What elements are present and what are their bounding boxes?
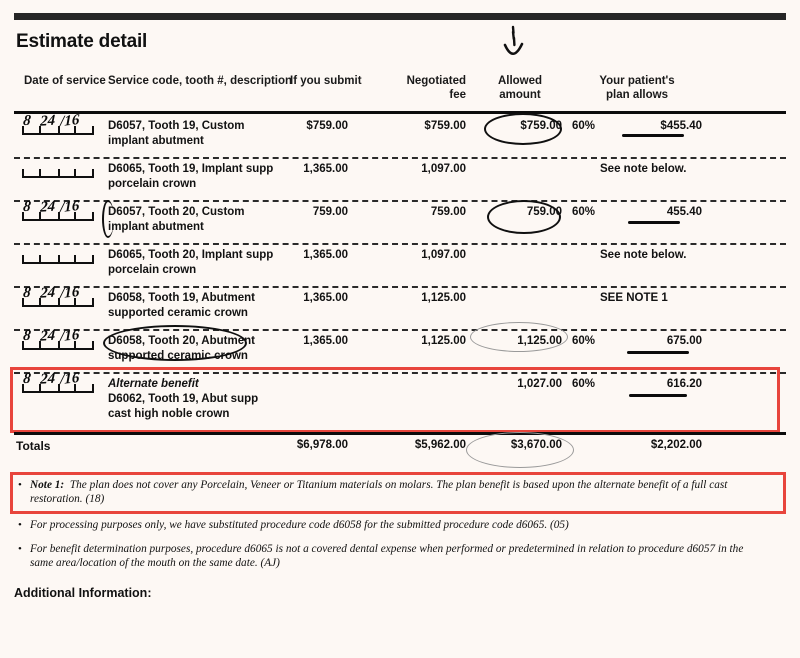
col-header-allowed-amount-line2: amount (499, 89, 541, 101)
date-box-tick (58, 255, 60, 264)
col-header-allowed-amount (487, 74, 553, 102)
handwritten-date-text (22, 199, 96, 219)
col-header-date-of-service: Date of service (24, 75, 106, 87)
description-line-1: D6058, Tooth 20, Abutment (108, 335, 255, 347)
totals-plan-allows: $2,202.00 (650, 439, 702, 451)
handwritten-year: /16 (60, 198, 80, 217)
highlight-note-1 (10, 472, 786, 514)
description-line-2: supported ceramic crown (108, 350, 248, 362)
description-line-1: D6057, Tooth 20, Custom (108, 206, 245, 218)
description-line-2: cast high noble crown (108, 408, 230, 420)
description-line-2: porcelain crown (108, 264, 197, 276)
alternate-benefit-label: Alternate benefit (108, 378, 199, 390)
col-header-allowed-amount-line1: Allowed (497, 75, 543, 87)
totals-negotiated-fee: $5,962.00 (414, 439, 466, 451)
col-header-negotiated-fee (392, 74, 466, 102)
handwritten-day: 24 (39, 327, 56, 345)
date-box-tick (58, 169, 60, 178)
handwritten-day: 24 (39, 112, 56, 130)
description-line-2: supported ceramic crown (108, 307, 248, 319)
handwritten-day: 24 (39, 370, 56, 388)
cell-plan-allows: 616.20 (666, 378, 702, 390)
table-row (0, 157, 800, 200)
table-row (0, 200, 800, 243)
description-line-1: D6062, Tooth 19, Abut supp (108, 393, 259, 405)
pen-underline-plan-allows-row-1 (622, 134, 684, 137)
col-header-plan-allows-line2: plan allows (606, 89, 668, 101)
pen-circle-totals-allowed (466, 432, 574, 468)
empty-date-of-service-box (22, 159, 94, 178)
col-header-negotiated-fee-line2: fee (449, 89, 466, 101)
note-item (18, 542, 758, 570)
cell-if-you-submit: 1,365.00 (303, 335, 348, 347)
description-line-1: D6058, Tooth 19, Abutment (108, 292, 255, 304)
bullet-icon: • (18, 519, 22, 531)
pen-circle-allowed-row-1 (484, 113, 562, 145)
cell-note-reference: SEE NOTE 1 (600, 292, 668, 304)
totals-label: Totals (16, 439, 51, 453)
totals-allowed-amount: $3,670.00 (510, 439, 562, 451)
note-text: For processing purposes only, we have substituted procedure code d6058 for the submitted procedure code d6065. (05) (30, 519, 569, 531)
pen-circle-description-row-6 (103, 325, 247, 361)
page-title: Estimate detail (16, 31, 148, 52)
date-box-tick (39, 255, 41, 264)
col-header-plan-allows-line1: Your patient's (599, 75, 675, 87)
cell-note-reference: See note below. (600, 163, 687, 175)
cell-plan-allows: 455.40 (666, 206, 702, 218)
handwritten-year: /16 (60, 112, 80, 131)
table-row (0, 286, 800, 329)
cell-allowed-amount: 759.00 (526, 206, 562, 218)
handdrawn-down-arrow-annotation (497, 25, 531, 65)
cell-plan-allows: 675.00 (666, 335, 702, 347)
highlight-alternate-benefit-row (10, 367, 780, 433)
col-header-plan-allows (588, 74, 686, 102)
additional-information-label: Additional Information: (14, 586, 152, 600)
note-text: The plan does not cover any Porcelain, Veneer or Titanium materials on molars. The plan benefit is based upon the alternate benefit of a full cast restoration. (18) (30, 479, 728, 505)
bullet-icon: • (18, 479, 22, 491)
description-line-2: porcelain crown (108, 178, 197, 190)
col-header-negotiated-fee-line1: Negotiated (406, 75, 466, 87)
date-box-tick (92, 255, 94, 264)
bullet-icon: • (18, 543, 22, 555)
handwritten-date-of-service (22, 198, 94, 221)
handwritten-year: /16 (60, 284, 80, 303)
date-box-tick (39, 169, 41, 178)
note-item (18, 518, 768, 532)
handwritten-month: 8 (22, 113, 32, 129)
handwritten-date-text (22, 285, 96, 305)
date-box-tick (74, 255, 76, 264)
cell-negotiated-fee: 1,097.00 (421, 249, 466, 261)
totals-row (0, 435, 800, 461)
note-text: For benefit determination purposes, procedure d6065 is not a covered dental expense when performed or predetermined in relation to procedure d6057 in the same area/location of the mouth on the same date. (AJ) (30, 543, 744, 569)
cell-negotiated-fee: 1,097.00 (421, 163, 466, 175)
cell-percent: 60% (572, 120, 596, 132)
pen-underline-plan-allows-row-6 (627, 351, 689, 354)
cell-percent: 60% (572, 206, 596, 218)
cell-if-you-submit: $759.00 (306, 120, 348, 132)
cell-negotiated-fee: 1,125.00 (421, 335, 466, 347)
handwritten-month: 8 (22, 199, 32, 215)
cell-allowed-amount: 1,027.00 (517, 378, 562, 390)
handwritten-date-of-service (22, 112, 94, 135)
description-line-1: D6065, Tooth 20, Implant supp (108, 249, 274, 261)
handwritten-month: 8 (22, 328, 32, 344)
table-column-headers (0, 70, 800, 110)
handwritten-month: 8 (22, 371, 32, 387)
col-header-service-code: Service code, tooth #, description (108, 75, 293, 87)
pen-underline-plan-allows-row-3 (628, 221, 680, 224)
handwritten-date-text (22, 328, 96, 348)
cell-percent: 60% (572, 335, 596, 347)
description-line-2: implant abutment (108, 135, 204, 147)
description-line-1: D6065, Tooth 19, Implant supp (108, 163, 274, 175)
pen-circle-allowed-row-6 (470, 322, 568, 352)
description-line-2: implant abutment (108, 221, 204, 233)
cell-negotiated-fee: 1,125.00 (421, 292, 466, 304)
handwritten-month: 8 (22, 285, 32, 301)
handwritten-day: 24 (39, 198, 56, 216)
handwritten-year: /16 (60, 327, 80, 346)
date-box-tick (74, 169, 76, 178)
cell-allowed-amount: 1,125.00 (517, 335, 562, 347)
table-row (0, 243, 800, 286)
cell-note-reference: See note below. (600, 249, 687, 261)
cell-if-you-submit: 1,365.00 (303, 249, 348, 261)
description-line-1: D6057, Tooth 19, Custom (108, 120, 245, 132)
cell-plan-allows: $455.40 (660, 120, 702, 132)
date-box-tick (22, 255, 24, 264)
col-header-if-you-submit: If you submit (290, 75, 362, 87)
totals-if-you-submit: $6,978.00 (296, 439, 348, 451)
scan-artifact-bar (14, 13, 786, 20)
cell-percent: 60% (572, 378, 596, 390)
handwritten-date-of-service (22, 327, 94, 350)
handwritten-date-text (22, 113, 96, 133)
date-box-tick (92, 169, 94, 178)
pen-circle-allowed-row-3 (487, 200, 561, 234)
cell-if-you-submit: 1,365.00 (303, 163, 348, 175)
cell-if-you-submit: 759.00 (312, 206, 348, 218)
handwritten-year: /16 (60, 370, 80, 389)
cell-allowed-amount: $759.00 (520, 120, 562, 132)
cell-negotiated-fee: $759.00 (424, 120, 466, 132)
pen-underline-plan-allows-alt (629, 394, 687, 397)
note-lead-label: Note 1: (30, 479, 65, 491)
handwritten-date-of-service (22, 284, 94, 307)
empty-date-of-service-box (22, 245, 94, 264)
handwritten-day: 24 (39, 284, 56, 302)
date-box-tick (22, 169, 24, 178)
pen-circle-description-row-3 (102, 200, 114, 238)
cell-negotiated-fee: 759.00 (430, 206, 466, 218)
cell-if-you-submit: 1,365.00 (303, 292, 348, 304)
